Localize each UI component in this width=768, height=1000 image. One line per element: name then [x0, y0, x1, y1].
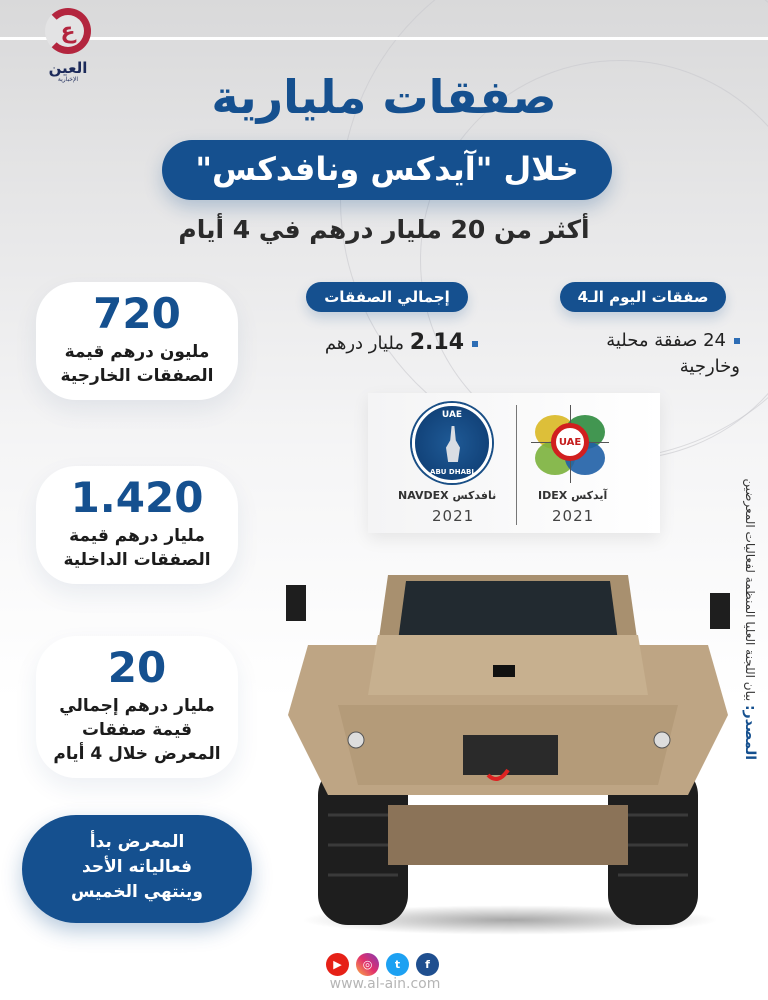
- note-line: وينتهي الخميس: [71, 882, 203, 902]
- navdex-emblem-icon: [412, 403, 492, 483]
- source-note: [738, 400, 758, 760]
- stat-desc-line: مليار درهم قيمة: [69, 526, 205, 546]
- stat-desc-line: مليار درهم إجمالي: [59, 696, 215, 716]
- stat-card-total: [36, 636, 238, 778]
- logo-subtitle: الإخبارية: [57, 76, 79, 83]
- idex-label: IDEX آيدكس: [538, 489, 608, 502]
- navdex-emblem-top: UAE: [441, 410, 463, 420]
- stat-desc-line: الصفقات الخارجية: [60, 366, 214, 386]
- subtitle-banner: خلال "آيدكس ونافدكس": [162, 140, 612, 200]
- total-unit: مليار درهم: [324, 333, 404, 354]
- social-links: [326, 953, 442, 975]
- day4-line1: 24 صفقة محلية: [606, 330, 726, 351]
- total-deals-label: إجمالي الصفقات: [306, 282, 468, 312]
- day4-deals-text: [560, 328, 740, 380]
- stat-card-internal: [36, 466, 238, 584]
- stat-desc-line: الصفقات الداخلية: [63, 550, 211, 570]
- logo-name: العين: [48, 59, 88, 77]
- website-link[interactable]: www.al-ain.com: [329, 976, 441, 992]
- armored-vehicle-image: [278, 565, 738, 935]
- note-line: فعالياته الأحد: [82, 857, 192, 877]
- instagram-icon[interactable]: ◎: [356, 953, 379, 976]
- day4-line2: وخارجية: [679, 356, 740, 377]
- tagline: أكثر من 20 مليار درهم في 4 أيام: [178, 215, 590, 244]
- idex-year: 2021: [552, 507, 595, 525]
- twitter-icon[interactable]: t: [386, 953, 409, 976]
- bullet-icon: [734, 338, 740, 344]
- stat-value: 20: [107, 643, 167, 692]
- total-deals-text: [300, 330, 478, 357]
- navdex-emblem-bottom: ABU DHABI: [430, 468, 474, 476]
- stat-value: 1.420: [70, 473, 204, 522]
- stat-value: 720: [93, 289, 181, 338]
- logo-divider: [516, 405, 517, 525]
- header-divider: [0, 37, 768, 40]
- navdex-label: NAVDEX نافدكس: [398, 489, 497, 502]
- navdex-year: 2021: [432, 507, 475, 525]
- bullet-icon: [472, 341, 478, 347]
- stat-desc-line: المعرض خلال 4 أيام: [53, 744, 221, 764]
- logo-mark-icon: ع: [45, 8, 91, 54]
- note-line: المعرض بدأ: [89, 832, 185, 852]
- source-text: بيان اللجنة العليا المنظمة لفعاليات المعرضين: [743, 478, 757, 702]
- exhibition-dates-note: [22, 815, 252, 923]
- facebook-icon[interactable]: f: [416, 953, 439, 976]
- total-value: 2.14: [409, 330, 464, 355]
- stat-desc-line: قيمة صفقات: [81, 720, 193, 740]
- stat-card-external: [36, 282, 238, 400]
- idex-core: UAE: [551, 423, 589, 461]
- source-label: المصدر:: [742, 705, 758, 760]
- day4-deals-label: صفقات اليوم الـ4: [560, 282, 726, 312]
- youtube-icon[interactable]: ▶: [326, 953, 349, 976]
- event-logos-panel: [368, 393, 660, 533]
- page-title: صفقات مليارية: [211, 70, 557, 124]
- ship-icon: [446, 426, 460, 462]
- stat-desc-line: مليون درهم قيمة: [64, 342, 210, 362]
- idex-emblem-icon: [531, 405, 609, 483]
